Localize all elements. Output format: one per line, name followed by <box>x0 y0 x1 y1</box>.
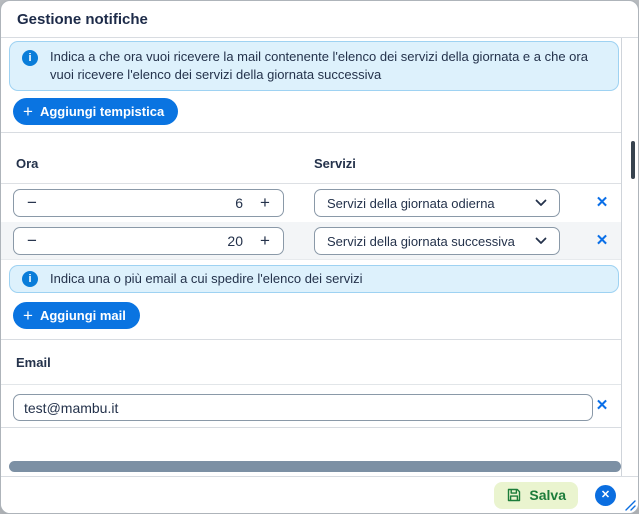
column-header-servizi: Servizi <box>314 156 356 171</box>
dialog-title: Gestione notifiche <box>17 10 148 28</box>
chevron-down-icon <box>535 237 547 245</box>
email-section-title: Email <box>16 354 51 370</box>
plus-icon: + <box>23 306 33 325</box>
save-icon <box>506 487 522 503</box>
hour-stepper <box>13 227 284 255</box>
service-select[interactable] <box>314 189 560 217</box>
add-mail-label: Aggiungi mail <box>39 308 126 323</box>
stepper-decrease-button[interactable]: − <box>14 228 50 254</box>
email-row <box>1 385 621 428</box>
service-select[interactable] <box>314 227 560 255</box>
chevron-down-icon <box>535 199 547 207</box>
remove-row-button[interactable]: ✕ <box>591 192 613 214</box>
add-mail-button[interactable] <box>13 302 140 329</box>
dialog-footer <box>1 476 638 513</box>
horizontal-scrollbar[interactable] <box>9 461 621 472</box>
info-banner-email <box>9 265 619 293</box>
stepper-increase-button[interactable]: + <box>247 190 283 216</box>
column-header-ora: Ora <box>16 156 39 171</box>
stepper-value[interactable]: 20 <box>227 233 243 249</box>
remove-row-button[interactable]: ✕ <box>591 230 613 252</box>
email-input[interactable] <box>13 394 593 421</box>
vertical-scrollbar-thumb[interactable] <box>631 141 635 179</box>
info-banner-email-text: Indica una o più email a cui spedire l'elenco dei servizi <box>50 271 363 286</box>
info-icon: i <box>22 50 38 66</box>
dialog-content <box>1 38 622 476</box>
table-header-row <box>1 133 621 184</box>
close-dialog-button[interactable] <box>595 485 616 506</box>
close-icon: ✕ <box>600 488 611 501</box>
table-row <box>1 184 621 222</box>
info-icon: i <box>22 271 38 287</box>
table-row <box>1 222 621 260</box>
add-timing-button[interactable] <box>13 98 178 125</box>
stepper-decrease-button[interactable]: − <box>14 190 50 216</box>
email-section-header <box>1 340 621 385</box>
resize-handle[interactable] <box>624 499 636 511</box>
vertical-scrollbar-track[interactable] <box>622 38 638 476</box>
stepper-value[interactable]: 6 <box>235 195 243 211</box>
dialog-header <box>1 1 638 38</box>
info-banner-timing <box>9 41 619 91</box>
remove-email-button[interactable]: ✕ <box>591 395 613 417</box>
service-select-value: Servizi della giornata odierna <box>327 195 495 211</box>
save-label: Salva <box>529 487 566 503</box>
save-button[interactable] <box>494 482 578 509</box>
hour-stepper <box>13 189 284 217</box>
service-select-value: Servizi della giornata successiva <box>327 233 515 249</box>
plus-icon: + <box>23 102 33 121</box>
info-banner-timing-text: Indica a che ora vuoi ricevere la mail contenente l'elenco dei servizi della giornata e a che ora vuoi ricevere l'elenco dei servizi della giornata successiva <box>50 49 588 82</box>
stepper-increase-button[interactable]: + <box>247 228 283 254</box>
add-timing-label: Aggiungi tempistica <box>39 104 165 119</box>
